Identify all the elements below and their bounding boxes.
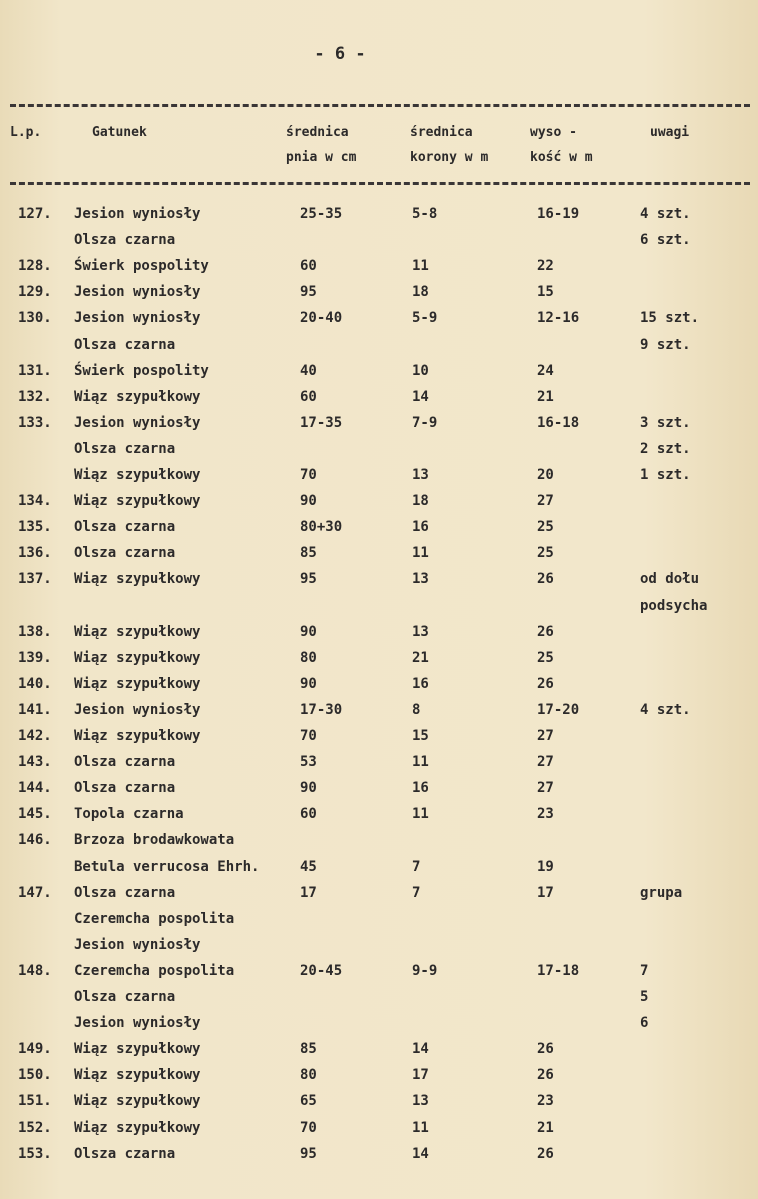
crown-diameter: 16 <box>412 519 429 536</box>
note: 15 szt. <box>640 310 700 327</box>
trunk-diameter: 40 <box>300 362 317 379</box>
row-number: 138. <box>18 623 52 640</box>
trunk-diameter: 95 <box>300 571 317 588</box>
trunk-diameter: 25-35 <box>300 206 343 222</box>
table-row <box>0 801 758 827</box>
row-number: 147. <box>18 884 52 901</box>
tree-height: 26 <box>537 1145 554 1162</box>
species-name: Betula verrucosa Ehrh. <box>74 858 260 875</box>
note: 6 <box>640 1015 649 1032</box>
crown-diameter: 16 <box>412 780 429 797</box>
table-row <box>0 775 758 801</box>
table-row <box>0 540 758 566</box>
tree-height: 19 <box>537 858 554 875</box>
trunk-diameter: 90 <box>300 675 317 692</box>
species-name: Wiąz szypułkowy <box>74 675 201 692</box>
trunk-diameter: 90 <box>300 493 317 510</box>
note: 2 szt. <box>640 440 691 457</box>
row-number: 144. <box>18 780 52 797</box>
header-trunk-line1: średnica <box>286 125 349 140</box>
header-height-line1: wyso - <box>530 125 577 140</box>
species-name: Świerk pospolity <box>74 258 209 275</box>
species-name: Jesion wyniosły <box>74 701 201 718</box>
species-name: Czeremcha pospolita <box>74 962 235 979</box>
header-trunk-line2: pnia w cm <box>286 150 357 165</box>
note: 1 szt. <box>640 467 691 483</box>
species-name: Jesion wyniosły <box>74 1015 201 1032</box>
row-number: 151. <box>18 1093 52 1110</box>
table-row <box>0 697 758 723</box>
species-name: Wiąz szypułkowy <box>74 1093 201 1110</box>
trunk-diameter: 17-35 <box>300 414 343 431</box>
trunk-diameter: 45 <box>300 858 317 875</box>
row-number: 133. <box>18 414 52 431</box>
species-name: Jesion wyniosły <box>74 206 201 222</box>
species-name: Olsza czarna <box>74 440 176 457</box>
table-row <box>0 384 758 410</box>
crown-diameter: 13 <box>412 571 429 588</box>
table-row <box>0 1036 758 1062</box>
note: 3 szt. <box>640 414 691 431</box>
crown-diameter: 14 <box>412 1145 429 1162</box>
species-name: Olsza czarna <box>74 780 176 797</box>
crown-diameter: 9-9 <box>412 962 438 979</box>
row-number: 140. <box>18 675 52 692</box>
table-row <box>0 1010 758 1036</box>
table-row <box>0 253 758 279</box>
species-name: Olsza czarna <box>74 545 176 562</box>
trunk-diameter: 70 <box>300 728 317 744</box>
trunk-diameter: 85 <box>300 1041 317 1058</box>
trunk-diameter: 70 <box>300 467 317 483</box>
trunk-diameter: 85 <box>300 545 317 562</box>
table-row <box>0 749 758 775</box>
species-name: Świerk pospolity <box>74 362 209 379</box>
trunk-diameter: 70 <box>300 1119 317 1136</box>
trunk-diameter: 80+30 <box>300 519 343 536</box>
tree-height: 16-18 <box>537 414 580 431</box>
species-name: Wiąz szypułkowy <box>74 493 201 510</box>
row-number: 152. <box>18 1119 52 1136</box>
table-row <box>0 880 758 906</box>
header-crown-line2: korony w m <box>410 150 489 165</box>
species-name: Olsza czarna <box>74 1145 176 1162</box>
crown-diameter: 10 <box>412 362 429 379</box>
crown-diameter: 11 <box>412 806 429 823</box>
species-name: Wiąz szypułkowy <box>74 1041 201 1058</box>
crown-diameter: 13 <box>412 623 429 640</box>
table-row <box>0 462 758 488</box>
tree-height: 26 <box>537 1041 554 1058</box>
species-name: Olsza czarna <box>74 232 176 249</box>
table-row <box>0 488 758 514</box>
trunk-diameter: 17 <box>300 884 317 901</box>
trunk-diameter: 53 <box>300 754 317 771</box>
table-row <box>0 723 758 749</box>
trunk-diameter: 95 <box>300 284 317 301</box>
tree-height: 25 <box>537 545 554 562</box>
trunk-diameter: 95 <box>300 1145 317 1162</box>
species-name: Olsza czarna <box>74 519 176 536</box>
trunk-diameter: 20-40 <box>300 310 343 327</box>
species-name: Jesion wyniosły <box>74 310 201 327</box>
species-name: Wiąz szypułkowy <box>74 571 201 588</box>
tree-height: 15 <box>537 284 554 301</box>
trunk-diameter: 65 <box>300 1093 317 1110</box>
tree-height: 20 <box>537 467 554 483</box>
crown-diameter: 18 <box>412 284 429 301</box>
tree-height: 23 <box>537 1093 554 1110</box>
table-row <box>0 932 758 958</box>
species-name: Wiąz szypułkowy <box>74 649 201 666</box>
table-row <box>0 305 758 331</box>
row-number: 127. <box>18 206 52 222</box>
species-name: Wiąz szypułkowy <box>74 467 201 483</box>
table-row <box>0 566 758 592</box>
note: grupa <box>640 884 683 901</box>
table-row <box>0 201 758 227</box>
row-number: 141. <box>18 701 52 718</box>
tree-height: 27 <box>537 754 554 771</box>
crown-diameter: 18 <box>412 493 429 510</box>
species-name: Wiąz szypułkowy <box>74 1119 201 1136</box>
species-name: Olsza czarna <box>74 884 176 901</box>
crown-diameter: 13 <box>412 467 429 483</box>
trunk-diameter: 80 <box>300 649 317 666</box>
crown-diameter: 14 <box>412 388 429 405</box>
note: 4 szt. <box>640 701 691 718</box>
species-name: Wiąz szypułkowy <box>74 623 201 640</box>
species-name: Olsza czarna <box>74 754 176 771</box>
trunk-diameter: 60 <box>300 806 317 823</box>
table-row <box>0 332 758 358</box>
row-number: 137. <box>18 571 52 588</box>
note: podsycha <box>640 597 708 614</box>
tree-height: 25 <box>537 519 554 536</box>
crown-diameter: 13 <box>412 1093 429 1110</box>
crown-diameter: 11 <box>412 545 429 562</box>
table-row <box>0 227 758 253</box>
row-number: 135. <box>18 519 52 536</box>
crown-diameter: 17 <box>412 1067 429 1084</box>
tree-height: 22 <box>537 258 554 275</box>
table-row <box>0 645 758 671</box>
header-lp: L.p. <box>10 125 42 140</box>
species-name: Wiąz szypułkowy <box>74 1067 201 1084</box>
row-number: 142. <box>18 728 52 744</box>
tree-height: 27 <box>537 493 554 510</box>
species-name: Wiąz szypułkowy <box>74 728 201 744</box>
table-row <box>0 671 758 697</box>
table-row <box>0 436 758 462</box>
row-number: 129. <box>18 284 52 301</box>
note: 9 szt. <box>640 336 691 353</box>
table-row <box>0 827 758 853</box>
tree-height: 23 <box>537 806 554 823</box>
row-number: 132. <box>18 388 52 405</box>
crown-diameter: 7 <box>412 884 421 901</box>
tree-height: 17-18 <box>537 962 580 979</box>
row-number: 146. <box>18 832 52 849</box>
crown-diameter: 21 <box>412 649 429 666</box>
trunk-diameter: 60 <box>300 258 317 275</box>
tree-height: 17-20 <box>537 701 580 718</box>
table-row <box>0 358 758 384</box>
trunk-diameter: 90 <box>300 623 317 640</box>
row-number: 130. <box>18 310 52 327</box>
header-notes: uwagi <box>650 125 690 140</box>
note: 5 <box>640 989 649 1005</box>
note: 7 <box>640 962 649 979</box>
tree-height: 27 <box>537 780 554 797</box>
table-row <box>0 984 758 1010</box>
species-name: Jesion wyniosły <box>74 284 201 301</box>
crown-diameter: 11 <box>412 1119 429 1136</box>
crown-diameter: 11 <box>412 258 429 275</box>
crown-diameter: 11 <box>412 754 429 771</box>
header-crown-line1: średnica <box>410 125 473 140</box>
trunk-diameter: 60 <box>300 388 317 405</box>
row-number: 145. <box>18 806 52 823</box>
tree-height: 24 <box>537 362 554 379</box>
table-row <box>0 1062 758 1088</box>
tree-height: 12-16 <box>537 310 580 327</box>
trunk-diameter: 20-45 <box>300 962 343 979</box>
page-number: - 6 - <box>314 44 366 64</box>
tree-height: 26 <box>537 571 554 588</box>
table-row <box>0 1088 758 1114</box>
row-number: 143. <box>18 754 52 771</box>
row-number: 128. <box>18 258 52 275</box>
species-name: Czeremcha pospolita <box>74 910 235 927</box>
tree-height: 26 <box>537 1067 554 1084</box>
table-row <box>0 593 758 619</box>
crown-diameter: 7-9 <box>412 414 438 431</box>
note: 4 szt. <box>640 206 691 222</box>
tree-height: 26 <box>537 675 554 692</box>
header-gatunek: Gatunek <box>92 125 147 140</box>
species-name: Brzoza brodawkowata <box>74 832 235 849</box>
row-number: 139. <box>18 649 52 666</box>
species-name: Olsza czarna <box>74 989 176 1005</box>
table-row <box>0 854 758 880</box>
row-number: 131. <box>18 362 52 379</box>
row-number: 149. <box>18 1041 52 1058</box>
row-number: 136. <box>18 545 52 562</box>
tree-height: 21 <box>537 1119 554 1136</box>
header-height-line2: kość w m <box>530 150 593 165</box>
crown-diameter: 15 <box>412 728 429 744</box>
tree-height: 17 <box>537 884 554 901</box>
row-number: 148. <box>18 962 52 979</box>
crown-diameter: 5-8 <box>412 206 438 222</box>
species-name: Jesion wyniosły <box>74 414 201 431</box>
trunk-diameter: 90 <box>300 780 317 797</box>
tree-height: 27 <box>537 728 554 744</box>
species-name: Jesion wyniosły <box>74 936 201 953</box>
row-number: 150. <box>18 1067 52 1084</box>
note: 6 szt. <box>640 232 691 249</box>
crown-diameter: 16 <box>412 675 429 692</box>
crown-diameter: 14 <box>412 1041 429 1058</box>
table-row <box>0 279 758 305</box>
species-name: Wiąz szypułkowy <box>74 388 201 405</box>
row-number: 134. <box>18 493 52 510</box>
table-row <box>0 906 758 932</box>
tree-height: 26 <box>537 623 554 640</box>
trunk-diameter: 80 <box>300 1067 317 1084</box>
table-row <box>0 1115 758 1141</box>
crown-diameter: 8 <box>412 701 421 718</box>
crown-diameter: 7 <box>412 858 421 875</box>
tree-height: 21 <box>537 388 554 405</box>
note: od dołu <box>640 571 700 588</box>
tree-height: 16-19 <box>537 206 580 222</box>
table-row <box>0 514 758 540</box>
species-name: Olsza czarna <box>74 336 176 353</box>
table-row <box>0 619 758 645</box>
table-row <box>0 1141 758 1167</box>
tree-height: 25 <box>537 649 554 666</box>
row-number: 153. <box>18 1145 52 1162</box>
trunk-diameter: 17-30 <box>300 701 343 718</box>
table-row <box>0 958 758 984</box>
species-name: Topola czarna <box>74 806 184 823</box>
table-row <box>0 410 758 436</box>
crown-diameter: 5-9 <box>412 310 438 327</box>
